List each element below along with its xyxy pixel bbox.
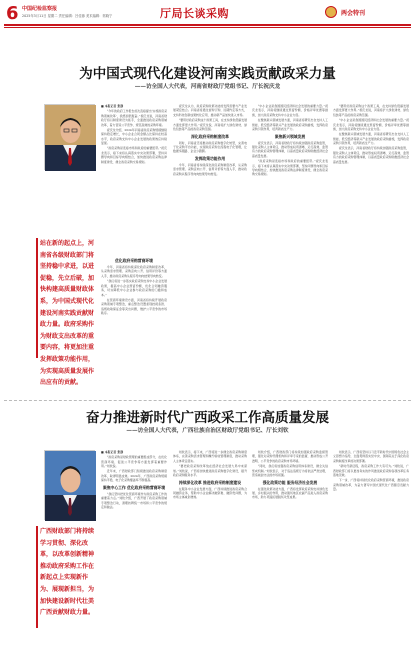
article2-col1 xyxy=(101,450,167,642)
article1-col4-p0: “中小企业是我国国民经济和社会发展的重要力量。”祝庆龙表示，河南将继续通过预留份额、价格评审优惠等措施，加大政府采购支持中小企业力度。 xyxy=(252,104,328,117)
article1-col2-p0b: 今年，河南省将持续深化政府采购制度改革，从采购需求管理、采购意向公开、信用评价等方面入手，推动政府采购从程序导向向结果导向转变。 xyxy=(173,162,247,176)
article2-col4-p1: “新时代新征程，政府采购工作大有可为。”刘钦说，广西财政部门将以更加务实的作风推进政府采购各项改革任务落地见效。 xyxy=(333,464,409,478)
pull-quote-bar xyxy=(36,238,38,358)
article1-col1-p1: 祝庆龙介绍，2024年河南省政府采购规模继续保持稳定增长，中小企业合同金额占比保持在较高水平，政府采购支持中小企业发展的政策效应持续显现。 xyxy=(101,127,167,146)
article1-col1b xyxy=(101,256,167,386)
article2-col1-p0: “政府采购是财政管理的重要组成部分，在优化营商环境、促进公平竞争等方面发挥着重要作用。”刘钦说。 xyxy=(101,455,167,469)
article2-col2-p0: 刘钦表示，接下来，广西将进一步健全政府采购制度体系，完善采购需求管理和履约验收管理制度，推动采购人主体责任落实。 xyxy=(173,450,247,463)
article1-col3 xyxy=(252,104,328,386)
article2-col1-p1: 近年来，广西财政部门积极推进政府采购制度改革，取得明显成效。2024年，广西政府采购规模保持平稳，电子化采购覆盖率不断提高。 xyxy=(101,469,167,483)
article1-col3-p0: 祝庆龙认为，政府采购政策功能的发挥需要与产业发展紧密结合。河南省将通过首购订购、远期约定等方式，支持科技创新成果转化应用，推动新产品加快进入市场。 xyxy=(173,104,247,117)
article1-col1 xyxy=(101,104,167,254)
article1-col4-p2b: 祝庆龙表示，河南省财政厅将持续加强政府采购监管，强化采购人主体责任，推动形成权责清晰、运行高效、监管有力的政府采购管理体制，以高质量政府采购助推经济社会高质量发展。 xyxy=(333,146,409,164)
article2-headline: 奋力推进新时代广西政采工作高质量发展 xyxy=(86,410,329,426)
article2-col1-p2: “我们坚持把优化营商环境作为政府采购工作的重要着力点。”刘钦介绍，广西开展了政府采购领域专项整治行动，清理妨碍统一市场和公平竞争的规定和做法。 xyxy=(101,491,167,510)
article2-col3-p0: 刘钦介绍，广西财政部门将持续加强政府采购监督管理，强化对采购代理机构和评审专家的监督，推动形成公开透明、公平竞争的政府采购市场环境。 xyxy=(252,450,328,463)
article2-col2 xyxy=(173,450,247,642)
article1-subhead-3: 聚焦新兴领域发展 xyxy=(274,133,306,139)
article1-col2-p1: “我们将进一步落实政府采购支持中小企业发展政策，提高中小企业预留份额，优化合同融资服务，切实降低中小企业参与政府采购的门槛和成本。” xyxy=(101,279,167,297)
page-header xyxy=(0,0,415,34)
article2-col4 xyxy=(333,450,409,642)
article1-col1-p2: “政府采购是连接市场和政府的重要纽带。”祝庆龙表示，接下来将认真落实中央决策部署，坚持问题导向和目标导向相结合，加快推进政府采购法律制度建设，健全政府采购交易规则。 xyxy=(101,146,167,164)
article2-byline: ■ 本报记者 张静 xyxy=(101,450,124,454)
article2-col2-p1: “要把政府采购改革放在经济社会发展大局中来谋划。”刘钦说，广西将加快推进政府采购数字化建设，提升政府采购服务水平。 xyxy=(173,464,247,478)
article1-col2 xyxy=(173,104,247,386)
issue-meta: 2025年3月11日 星期二 责任编辑：吕佳蓉 美术编辑：郭晓宁 xyxy=(22,14,113,18)
article2-col3-p1: “同时，我们将加强政府采购信用体系建设，健全失信惩戒机制。”刘钦表示，对于违法违规行为将依法严肃处理，营造诚信守法的市场氛围。 xyxy=(252,464,328,478)
article-divider xyxy=(4,400,411,401)
masthead: 中国纪检监察报 xyxy=(22,6,58,12)
article1-col3-p1: “要用好政府采购这个政策工具，在支持绿色低碳发展方面发挥更大作用。”祝庆龙说，河南将扩大绿色建材、绿色包装等产品的政府采购范围。 xyxy=(173,118,247,132)
section-label: 两会特刊 xyxy=(341,10,366,17)
header-rule-thin xyxy=(4,27,411,28)
article1-col3-p1b: “要用好政府采购这个政策工具，在支持绿色低碳发展方面发挥更大作用。”祝庆龙说，河南将扩大绿色建材、绿色包装等产品的政府采购范围。 xyxy=(333,104,409,117)
page-number: 6 xyxy=(6,3,19,24)
article1-subhead-2: 发挥政策功能作用 xyxy=(194,155,226,161)
article1-headline: 为中国式现代化建设河南实践贡献政采力量 xyxy=(79,66,336,82)
article1-col4-p1: 在聚焦新兴领域发展方面，河南省将研究出台支持人工智能、低空经济等新兴产业发展的政府采购措施，发挥政府采购引领作用，培育新质生产力。 xyxy=(252,118,328,132)
article2-subhead-2: 强化政策功能 服务经济社会发展 xyxy=(262,479,318,485)
article2-subhead-1: 持续深化改革 推进政府采购制度建设 xyxy=(178,479,242,485)
article1-col1-p0: “今年的政府工作报告首次直接提出‘实施政府采购领域改革’，我感到很振奋。”祝庆龙说，河南省财政厅将以制度建设为抓手，全面推进政府采购领域改革，着力营造公平竞争、规范高效的采购环境。 xyxy=(101,109,168,127)
article1-col4-p2: 祝庆龙表示，河南省财政厅将持续加强政府采购监管，强化采购人主体责任，推动形成权责清晰、运行高效、监管有力的政府采购管理体制，以高质量政府采购助推经济社会高质量发展。 xyxy=(252,140,328,158)
article2-col2-p2: 在服务中小企业发展方面，广西持续推进政府采购合同融资业务，帮助中小企业解决融资难、融资贵问题，为市场主体减负增效。 xyxy=(173,486,247,500)
article1-col1-p2b: “政府采购是连接市场和政府的重要纽带。”祝庆龙表示，接下来将认真落实中央决策部署，坚持问题导向和目标导向相结合，加快推进政府采购法律制度建设，健全政府采购交易规则。 xyxy=(252,159,328,177)
article1-col2-p2: 在营商环境建设方面，河南省将持续开展政府采购领域专项整治，重点整治设置差别歧视条款、违规收取保证金等突出问题，维护公平竞争的市场秩序。 xyxy=(101,297,167,316)
article1-subline: ——访全国人大代表，河南省财政厅党组书记、厅长祝庆龙 xyxy=(134,84,281,90)
article2-subhead-0: 聚焦中心工作 优化政府采购营商环境 xyxy=(102,484,166,490)
article1-col3-p2: 同时，河南省还将推动政府采购数字化转型，完善电子化采购平台功能，实现政府采购全流程电子化管理，让数据多跑路、企业少跑腿。 xyxy=(173,140,247,154)
header-rule xyxy=(4,24,411,26)
article1-pull-quote: 站在新的起点上，河南省各级财政部门将坚持稳中求进，以进促稳，先立后破，加快构建高质量财政体系，为中国式现代化建设河南实践贡献财政力量。政府采购作为财政支出改革的重要内容，将更加注重发挥政策功能作用，为实现高质量发展作出应有的贡献。 xyxy=(40,240,95,387)
article1-col2-p0: 今年，河南省将持续深化政府采购制度改革，从采购需求管理、采购意向公开、信用评价等方面入手，推动政府采购从程序导向向结果导向转变。 xyxy=(101,265,167,278)
article1-subhead-1: 深化政府采购制度改革 xyxy=(191,133,229,139)
article2-col4-p0: 刘钦表示，广西将坚持以习近平新时代中国特色社会主义思想为指导，全面贯彻落实党中央、国务院关于深化政府采购制度改革的决策部署。 xyxy=(333,450,409,463)
article2-portrait xyxy=(44,450,95,520)
pull-quote-bar-2 xyxy=(36,526,38,628)
article2-pull-quote: 广西财政部门将持续学习贯彻、深化改革，以改革创新精神推动政府采购工作在新起点上实现新作为、展现新担当，为加快建设新时代壮美广西贡献财政力量。 xyxy=(40,528,95,617)
article2-col3-p2: 在强化政策功能方面，广西将发挥政府采购支持绿色发展、乡村振兴的作用，推动脱贫地区农副产品进入政府采购市场，助力巩固拓展脱贫攻坚成果。 xyxy=(252,486,328,500)
article1-portrait xyxy=(44,104,95,170)
emblem-icon xyxy=(325,6,337,18)
article1-col4 xyxy=(333,104,409,386)
article2-col3 xyxy=(252,450,328,642)
article1-byline: ■ 本报记者 张静 xyxy=(101,104,124,108)
article2-col4-p2: 下一步，广西将持续优化政府采购营商环境，推进政府采购领域改革，为奋力谱写中国式现代化广西篇章贡献力量。 xyxy=(333,478,409,492)
article2-subline: ——访全国人大代表，广西壮族自治区财政厅党组书记、厅长刘钦 xyxy=(126,428,289,434)
section-title: 厅局长谈采购 xyxy=(160,7,229,20)
article1-col4-p1b: 在聚焦新兴领域发展方面，河南省将研究出台支持人工智能、低空经济等新兴产业发展的政府采购措施，发挥政府采购引领作用，培育新质生产力。 xyxy=(333,132,409,146)
article1-subhead-0: 优化政府采购营商环境 xyxy=(115,258,153,263)
article1-col4-p0b: “中小企业是我国国民经济和社会发展的重要力量。”祝庆龙表示，河南将继续通过预留份额、价格评审优惠等措施，加大政府采购支持中小企业力度。 xyxy=(333,118,409,132)
